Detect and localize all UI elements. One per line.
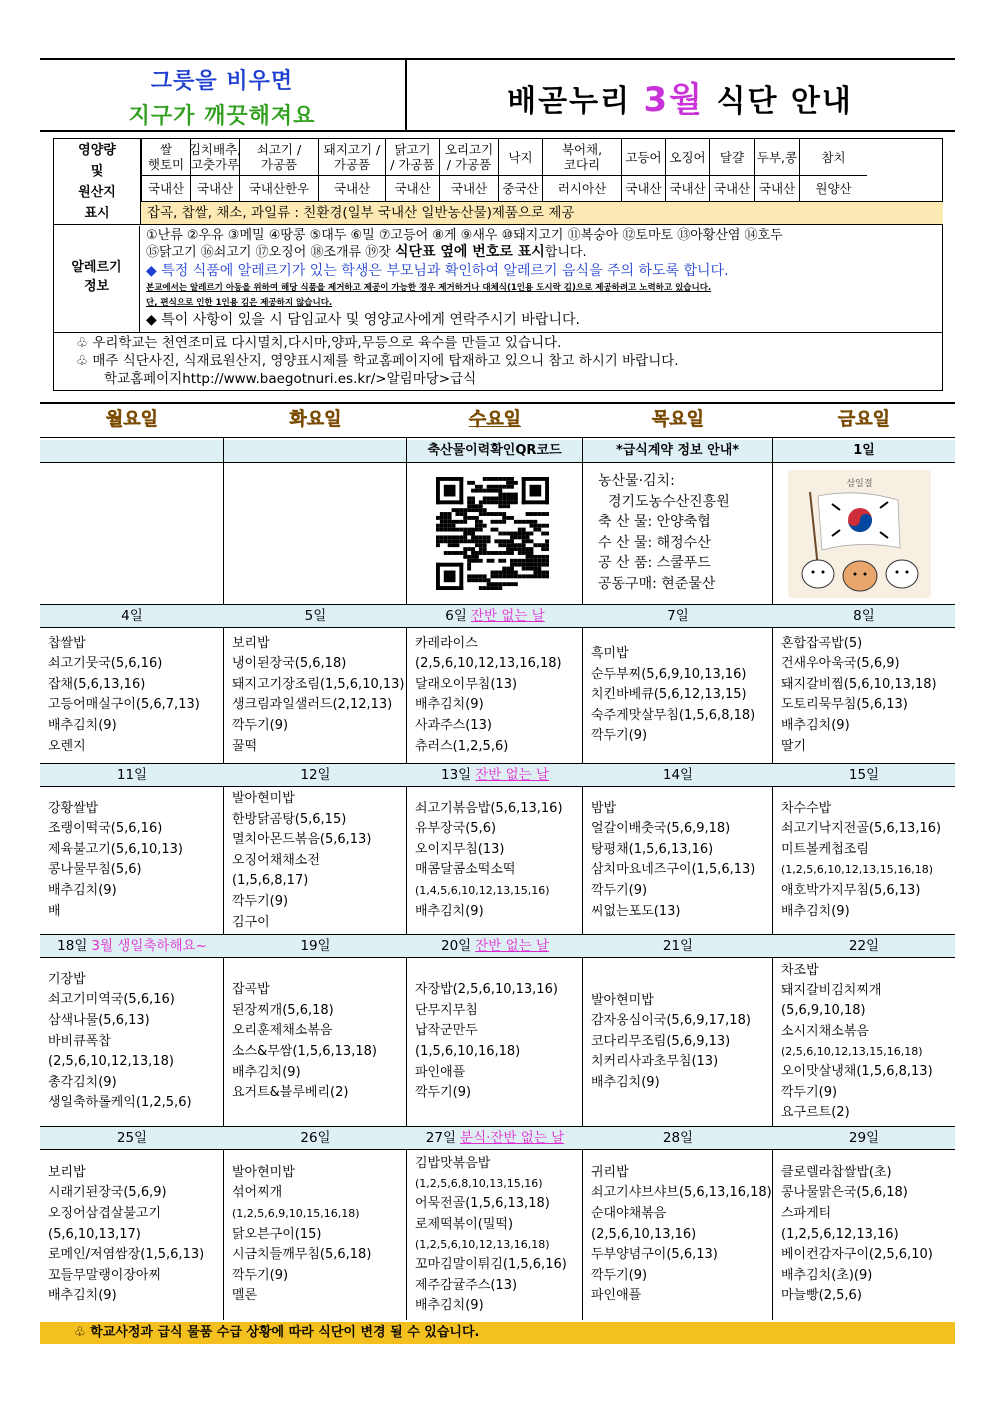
menu-item: 소스&무쌈(1,5,6,13,18) bbox=[232, 1043, 377, 1059]
allergy-notice: ◆ 특정 식품에 알레르기가 있는 학생은 부모님과 확인하여 알레르기 음식을 주의 하도록 합니다. bbox=[146, 263, 729, 279]
contract-line: 농산물·김치: bbox=[598, 473, 675, 489]
menu-cell bbox=[224, 628, 407, 763]
menu-item: 삼치마요네즈구이(1,5,6,13) bbox=[591, 862, 756, 878]
menu-item: (1,2,5,6,12,13,16) bbox=[781, 1226, 899, 1242]
menu-item: 냉이된장국(5,6,18) bbox=[232, 656, 347, 672]
menu-item: 강황쌀밥 bbox=[48, 800, 99, 816]
menu-item: (5,6,10,13,17) bbox=[48, 1226, 141, 1242]
menu-item: 조랭이떡국(5,6,16) bbox=[48, 821, 163, 837]
menu-item: 발아현미밥 bbox=[591, 992, 654, 1008]
menu-item: 요거트&블루베리(2) bbox=[232, 1085, 349, 1101]
menu-item: 배추김치(초)(9) bbox=[781, 1267, 873, 1283]
notes bbox=[76, 334, 936, 388]
day-tag: 3월 생일축하해요~ bbox=[91, 938, 207, 954]
menu-item: 깍두기(9) bbox=[591, 1267, 648, 1283]
menu-item: 보리밥 bbox=[232, 635, 270, 651]
date-label: 29일 bbox=[848, 1130, 880, 1146]
menu-cell bbox=[224, 958, 407, 1126]
menu-item: 치킨바베큐(5,6,12,13,15) bbox=[591, 687, 747, 703]
menu-item: 고등어매실구이(5,6,7,13) bbox=[48, 697, 200, 713]
origin-item-name: 돼지고기 / 가공품 bbox=[318, 139, 385, 176]
menu-item: 김밥맛볶음밥 bbox=[415, 1155, 491, 1171]
menu-item: 김구이 bbox=[232, 914, 270, 930]
date-label: 28일 bbox=[662, 1130, 694, 1146]
menu-item: 오징어채채소전 bbox=[232, 852, 320, 868]
menu-item: 한방닭곰탕(5,6,15) bbox=[232, 811, 347, 827]
menu-item: 납작군만두 bbox=[415, 1023, 478, 1039]
date-header bbox=[40, 1126, 224, 1150]
menu-item: 돼지고기장조림(1,5,6,10,13) bbox=[232, 676, 405, 692]
date-label: 13일 bbox=[440, 767, 472, 783]
menu-item: 잡곡밥 bbox=[232, 982, 270, 998]
menu-item: 오리훈제채소볶음 bbox=[232, 1023, 333, 1039]
weekday-3: 수요일 bbox=[468, 409, 522, 430]
menu-cell bbox=[40, 787, 224, 934]
menu-item: 꿀떡 bbox=[232, 738, 258, 754]
menu-item: 두부양념구이(5,6,13) bbox=[591, 1247, 718, 1263]
allergy-list-1: ①난류 ②우유 ③메밀 ④땅콩 ⑤대두 ⑥밀 ⑦고등어 ⑧게 ⑨새우 ⑩돼지고기 ⑪복숭아 ⑫토마토 ⑬아황산염 ⑭호두 bbox=[146, 228, 783, 243]
menu-cell bbox=[773, 1150, 955, 1320]
slogan bbox=[40, 60, 404, 130]
contract-info bbox=[598, 471, 730, 594]
menu-cell bbox=[407, 628, 583, 763]
menu-item: 숙주게맛살무침(1,5,6,8,18) bbox=[591, 707, 756, 723]
menu-item: 로제떡볶이(밀떡) bbox=[415, 1216, 514, 1232]
menu-item: (5,6,9,10,18) bbox=[781, 1003, 866, 1019]
date-header bbox=[224, 604, 407, 628]
menu-item: 로메인/저염쌈장(1,5,6,13) bbox=[48, 1247, 205, 1263]
menu-item: 깍두기(9) bbox=[781, 1084, 838, 1100]
menu-item: (2,5,6,10,12,13,16,18) bbox=[415, 656, 562, 672]
menu-item: 치커리사과초무침(13) bbox=[591, 1054, 719, 1070]
menu-item: 유부장국(5,6) bbox=[415, 821, 497, 837]
date-header bbox=[583, 604, 773, 628]
menu-item: 오이지무침(13) bbox=[415, 841, 505, 857]
date-label: 6일 bbox=[445, 608, 467, 624]
menu-item: 차조밥 bbox=[781, 962, 819, 978]
contract-line: 공동구매: 현준물산 bbox=[598, 575, 716, 592]
date-header bbox=[773, 763, 955, 787]
date-header bbox=[40, 934, 224, 958]
menu-item: 총각김치(9) bbox=[48, 1074, 117, 1090]
menu-cell bbox=[583, 958, 773, 1126]
menu-item: 쇠고기샤브샤브(5,6,13,16,18) bbox=[591, 1185, 772, 1201]
menu-item: 배추김치(9) bbox=[781, 718, 850, 734]
menu-item: 애호박가지무침(5,6,13) bbox=[781, 883, 921, 899]
menu-item: 요구르트(2) bbox=[781, 1104, 850, 1120]
origin-item-origin: 국내산 bbox=[190, 176, 239, 201]
origin-item-origin: 국내산한우 bbox=[239, 176, 318, 201]
allergy-contact: ◆ 특이 사항이 있을 시 담임교사 및 영양교사에게 연락주시기 바랍니다. bbox=[146, 312, 580, 328]
menu-item: 삼색나물(5,6,13) bbox=[48, 1013, 150, 1029]
menu-item: 건새우아욱국(5,6,9) bbox=[781, 656, 900, 672]
menu-item: 제주감귤주스(13) bbox=[415, 1277, 518, 1293]
menu-cell bbox=[40, 958, 224, 1126]
menu-item: 혼합잡곡밥(5) bbox=[781, 635, 863, 651]
menu-item: 순대야채볶음 bbox=[591, 1206, 667, 1222]
origin-item-name: 오징어 bbox=[665, 139, 709, 176]
menu-cell bbox=[224, 787, 407, 934]
menu-item: 단무지무침 bbox=[415, 1002, 478, 1018]
menu-item: 꼬들무말랭이장아찌 bbox=[48, 1267, 162, 1283]
menu-item: (1,2,5,6,8,10,13,15,16) bbox=[415, 1177, 543, 1191]
origin-item-origin: 국내산 bbox=[709, 176, 754, 201]
contract-line: 수 산 물: 해정수산 bbox=[598, 534, 711, 551]
page-title bbox=[410, 72, 950, 121]
date-label: 11일 bbox=[116, 767, 148, 783]
date-label: 19일 bbox=[300, 938, 331, 954]
menu-item: 기장밥 bbox=[48, 971, 86, 987]
menu-item: (1,2,5,6,9,10,15,16,18) bbox=[232, 1207, 360, 1221]
origin-item-name: 두부,콩 bbox=[754, 139, 799, 176]
origin-item-name: 고등어 bbox=[621, 139, 665, 176]
note-3: 학교홈페이지http://www.baegotnuri.es.kr/>알림마당>급식 bbox=[104, 371, 477, 387]
menu-item: 콩나물무침(5,6) bbox=[48, 862, 142, 878]
menu-item: 깍두기(9) bbox=[591, 728, 648, 744]
menu-item: 사과주스(13) bbox=[415, 718, 492, 734]
origin-item-origin: 국내산 bbox=[665, 176, 709, 201]
allergy-info bbox=[146, 228, 936, 329]
menu-item: (2,5,6,10,12,13,18) bbox=[48, 1054, 174, 1070]
date-header bbox=[583, 763, 773, 787]
origin-item-origin: 국내산 bbox=[318, 176, 385, 201]
menu-item: 감자옹심이국(5,6,9,17,18) bbox=[591, 1013, 751, 1029]
allergy-small-2: 단, 편식으로 인한 1인용 김은 제공하지 않습니다. bbox=[146, 298, 333, 308]
footer-notice: ♧ 학교사정과 급식 물품 수급 상황에 따라 식단이 변경 될 수 있습니다. bbox=[40, 1322, 955, 1344]
menu-cell bbox=[224, 1150, 407, 1320]
allergy-small-1: 본교에서는 알레르기 아동을 위하여 해당 식품을 제거하고 제공이 가능한 경우 제거하거나 대체식(1인용 도시락 김)으로 제공하려고 노력하고 있습니다. bbox=[146, 283, 712, 293]
menu-item: 제육불고기(5,6,10,13) bbox=[48, 841, 183, 857]
date-label: 12일 bbox=[300, 767, 331, 783]
menu-cell bbox=[773, 628, 955, 763]
menu-item: 깍두기(9) bbox=[591, 883, 648, 899]
date-label: 14일 bbox=[662, 767, 694, 783]
slogan-line1: 그릇을 비우면 bbox=[150, 69, 294, 94]
menu-item: 배추김치(9) bbox=[415, 1297, 484, 1313]
menu-item: 딸기 bbox=[781, 738, 807, 754]
date-label: 15일 bbox=[848, 767, 880, 783]
contract-line: 축 산 물: 안양축협 bbox=[598, 514, 711, 530]
weekday-5: 금요일 bbox=[837, 409, 891, 430]
menu-cell bbox=[40, 628, 224, 763]
menu-item: 쇠고기뭇국(5,6,16) bbox=[48, 656, 163, 672]
origin-item-name: 쇠고기 / 가공품 bbox=[239, 139, 318, 176]
date-label: 8일 bbox=[853, 608, 875, 624]
menu-item: (1,2,5,6,10,12,13,15,16,18) bbox=[781, 863, 934, 877]
menu-item: 파인애플 bbox=[415, 1064, 466, 1080]
date-header bbox=[407, 934, 583, 958]
menu-item: 깍두기(9) bbox=[232, 1267, 289, 1283]
menu-item: 오렌지 bbox=[48, 738, 86, 754]
contract-heading: *급식계약 정보 안내* bbox=[583, 440, 772, 462]
date-header bbox=[40, 604, 224, 628]
menu-cell bbox=[407, 1150, 583, 1320]
menu-item: (1,5,6,10,16,18) bbox=[415, 1043, 521, 1059]
origin-item-origin: 원양산 bbox=[799, 176, 867, 201]
origin-item-origin: 국내산 bbox=[439, 176, 498, 201]
day-tag: 잔반 없는 날 bbox=[470, 608, 545, 624]
origin-item-origin: 국내산 bbox=[754, 176, 799, 201]
menu-item: 클로렐라찹쌀밥(초) bbox=[781, 1164, 892, 1180]
menu-item: 배추김치(9) bbox=[48, 1288, 117, 1304]
menu-item: 쇠고기낙지전골(5,6,13,16) bbox=[781, 821, 942, 837]
menu-item: 달래오이무침(13) bbox=[415, 676, 518, 692]
origin-item-name: 낙지 bbox=[498, 139, 542, 176]
date-header bbox=[583, 934, 773, 958]
menu-item: 순두부찌(5,6,9,10,13,16) bbox=[591, 666, 747, 682]
day-tag: 분식·잔반 없는 날 bbox=[460, 1130, 565, 1146]
origin-table bbox=[53, 138, 141, 225]
menu-cell bbox=[583, 1150, 773, 1320]
menu-item: 배추김치(9) bbox=[48, 718, 117, 734]
menu-item: 배추김치(9) bbox=[415, 903, 484, 919]
menu-item: 생크림과일샐러드(2,12,13) bbox=[232, 697, 393, 713]
eco-notice: 잡곡, 찹쌀, 채소, 과일류 : 친환경(일부 국내산 일반농산물)제품으로 제공 bbox=[141, 201, 943, 225]
holiday-illustration bbox=[788, 470, 931, 598]
menu-item: 발아현미밥 bbox=[232, 791, 295, 806]
date-label: 18일 bbox=[57, 938, 88, 954]
menu-item: 잡채(5,6,13,16) bbox=[48, 676, 146, 692]
menu-item: 밤밥 bbox=[591, 800, 617, 816]
date-header bbox=[224, 1126, 407, 1150]
menu-item: 된장찌개(5,6,18) bbox=[232, 1002, 334, 1018]
menu-item: 배추김치(9) bbox=[232, 1064, 301, 1080]
menu-item: 배추김치(9) bbox=[781, 903, 850, 919]
menu-item: 마늘빵(2,5,6) bbox=[781, 1288, 862, 1304]
menu-item: 콩나물맑은국(5,6,18) bbox=[781, 1185, 908, 1201]
origin-item-name: 쌀 햇토미 bbox=[141, 139, 190, 176]
menu-item: 쇠고기볶음밥(5,6,13,16) bbox=[415, 800, 563, 816]
menu-cell bbox=[773, 787, 955, 934]
date-label: 7일 bbox=[667, 608, 689, 624]
menu-item: 파인애플 bbox=[591, 1288, 642, 1304]
menu-item: 미트볼케첩조림 bbox=[781, 841, 869, 857]
menu-item: 차수수밥 bbox=[781, 800, 832, 816]
date-1: 1일 bbox=[773, 440, 955, 462]
menu-item: 돼지갈비김치찌개 bbox=[781, 983, 882, 999]
contract-line: 공 산 품: 스쿨푸드 bbox=[598, 555, 711, 571]
allergy-label: 알레르기 정보 bbox=[54, 226, 140, 332]
date-header bbox=[224, 934, 407, 958]
date-header bbox=[773, 934, 955, 958]
weekday-4: 목요일 bbox=[651, 409, 705, 430]
menu-item: 오징어삼겹살불고기 bbox=[48, 1206, 162, 1222]
menu-item: 베이컨감자구이(2,5,6,10) bbox=[781, 1247, 933, 1263]
menu-item: 츄러스(1,2,5,6) bbox=[415, 738, 509, 754]
menu-item: 도토리묵무침(5,6,13) bbox=[781, 697, 908, 713]
date-label: 4일 bbox=[121, 608, 143, 624]
note-2: ♧ 매주 식단사진, 식재료원산지, 영양표시제를 학교홈페이지에 탑재하고 있으니 참고 하시기 바랍니다. bbox=[76, 353, 679, 369]
menu-item: 흑미밥 bbox=[591, 646, 629, 661]
origin-item-origin: 중국산 bbox=[498, 176, 542, 201]
menu-item: 깍두기(9) bbox=[415, 1085, 472, 1101]
menu-item: 닭오븐구이(15) bbox=[232, 1226, 322, 1242]
menu-item: 멸치아몬드볶음(5,6,13) bbox=[232, 832, 372, 848]
menu-cell bbox=[407, 958, 583, 1126]
menu-item: 바비큐폭찹 bbox=[48, 1033, 111, 1049]
menu-item: 생일축하롤케익(1,2,5,6) bbox=[48, 1095, 192, 1111]
note-1: ♧ 우리학교는 천연조미료 다시멸치,다시마,양파,무등으로 육수를 만들고 있습니다. bbox=[76, 335, 562, 351]
menu-item: 배 bbox=[48, 903, 61, 919]
date-header bbox=[407, 1126, 583, 1150]
origin-item-origin: 국내산 bbox=[141, 176, 190, 201]
origin-label: 영양량 및 원산지 표시 bbox=[54, 139, 141, 225]
menu-item: 카레라이스 bbox=[415, 635, 478, 651]
date-label: 25일 bbox=[116, 1130, 148, 1146]
weekday-1: 월요일 bbox=[105, 409, 159, 430]
menu-item: 매콤달콤소떡소떡 bbox=[415, 862, 516, 878]
date-label: 20일 bbox=[440, 938, 472, 954]
origin-item-origin: 국내산 bbox=[621, 176, 665, 201]
date-label: 26일 bbox=[300, 1130, 331, 1146]
origin-item-origin: 러시아산 bbox=[542, 176, 621, 201]
origin-item-name: 오리고기 / 가공품 bbox=[439, 139, 498, 176]
origin-item-name: 참치 bbox=[799, 139, 867, 176]
origin-item-name: 김치배추, 고춧가루 bbox=[190, 139, 239, 176]
date-header bbox=[407, 763, 583, 787]
origin-item-origin: 국내산 bbox=[385, 176, 439, 201]
date-label: 21일 bbox=[662, 938, 694, 954]
menu-cell bbox=[773, 958, 955, 1126]
date-label: 27일 bbox=[425, 1130, 457, 1146]
menu-item: 시금치들깨무침(5,6,18) bbox=[232, 1247, 372, 1263]
menu-item: 씨없는포도(13) bbox=[591, 903, 681, 919]
menu-item: 깍두기(9) bbox=[232, 893, 289, 909]
date-label: 5일 bbox=[304, 608, 327, 624]
allergy-list-2: ⑮닭고기 ⑯쇠고기 ⑰오징어 ⑱조개류 ⑲잣 식단표 옆에 번호로 표시합니다. bbox=[146, 244, 587, 260]
menu-item: 쇠고기미역국(5,6,16) bbox=[48, 992, 175, 1008]
date-header bbox=[224, 763, 407, 787]
date-header bbox=[40, 763, 224, 787]
title-prefix: 배곧누리 bbox=[507, 84, 632, 119]
date-header bbox=[773, 604, 955, 628]
menu-cell bbox=[583, 628, 773, 763]
menu-item: 시래기된장국(5,6,9) bbox=[48, 1185, 167, 1201]
menu-item: (2,5,6,10,13,16) bbox=[591, 1226, 697, 1242]
date-header bbox=[773, 1126, 955, 1150]
date-header bbox=[583, 1126, 773, 1150]
menu-item: 오이맛살냉채(1,5,6,8,13) bbox=[781, 1064, 933, 1080]
menu-item: (1,5,6,8,17) bbox=[232, 873, 309, 889]
menu-item: 코다리무조림(5,6,9,13) bbox=[591, 1033, 731, 1049]
menu-item: 어묵전골(1,5,6,13,18) bbox=[415, 1196, 550, 1212]
menu-item: 얼갈이배춧국(5,6,9,18) bbox=[591, 821, 731, 837]
qr-heading: 축산물이력확인QR코드 bbox=[407, 440, 582, 462]
menu-item: (1,2,5,6,10,12,13,16,18) bbox=[415, 1237, 550, 1251]
menu-item: 섞어찌개 bbox=[232, 1185, 283, 1201]
menu-item: 돼지갈비찜(5,6,10,13,18) bbox=[781, 676, 937, 692]
menu-item: (1,4,5,6,10,12,13,15,16) bbox=[415, 884, 550, 898]
title-suffix: 식단 안내 bbox=[716, 84, 853, 119]
holiday-caption: 삼일절 bbox=[846, 479, 873, 489]
menu-item: 발아현미밥 bbox=[232, 1164, 295, 1180]
menu-item: 탕평채(1,5,6,13,16) bbox=[591, 841, 714, 857]
qr-code[interactable] bbox=[435, 477, 550, 590]
menu-item: 보리밥 bbox=[48, 1164, 86, 1180]
date-header bbox=[407, 604, 583, 628]
date-label: 22일 bbox=[848, 938, 880, 954]
menu-item: 찹쌀밥 bbox=[48, 635, 86, 651]
menu-item: 스파게티 bbox=[781, 1206, 832, 1222]
menu-item: 깍두기(9) bbox=[232, 718, 289, 734]
menu-item: 배추김치(9) bbox=[48, 883, 117, 899]
origin-item-name: 북어채, 코다리 bbox=[542, 139, 621, 176]
contract-line: 경기도농수산진흥원 bbox=[608, 493, 730, 510]
day-tag: 잔반 없는 날 bbox=[475, 938, 550, 954]
day-tag: 잔반 없는 날 bbox=[475, 767, 550, 783]
menu-item: 자장밥(2,5,6,10,13,16) bbox=[415, 982, 558, 998]
menu-item: 귀리밥 bbox=[591, 1164, 629, 1180]
weekday-2: 화요일 bbox=[289, 409, 342, 430]
korean-flag-icon bbox=[788, 470, 931, 598]
title-month: 3월 bbox=[643, 80, 705, 120]
menu-cell bbox=[40, 1150, 224, 1320]
menu-item: 꼬마김말이튀김(1,5,6,16) bbox=[415, 1257, 567, 1273]
origin-item-name: 닭고기 / 가공품 bbox=[385, 139, 439, 176]
menu-cell bbox=[583, 787, 773, 934]
menu-item: 배추김치(9) bbox=[591, 1074, 660, 1090]
menu-item: 멜론 bbox=[232, 1288, 258, 1304]
menu-item: (2,5,6,10,12,13,15,16,18) bbox=[781, 1044, 923, 1058]
origin-item-name: 달걀 bbox=[709, 139, 754, 176]
menu-cell bbox=[407, 787, 583, 934]
menu-item: 배추김치(9) bbox=[415, 697, 484, 713]
slogan-line2: 지구가 깨끗해져요 bbox=[128, 104, 316, 129]
menu-item: 소시지채소볶음 bbox=[781, 1023, 869, 1039]
